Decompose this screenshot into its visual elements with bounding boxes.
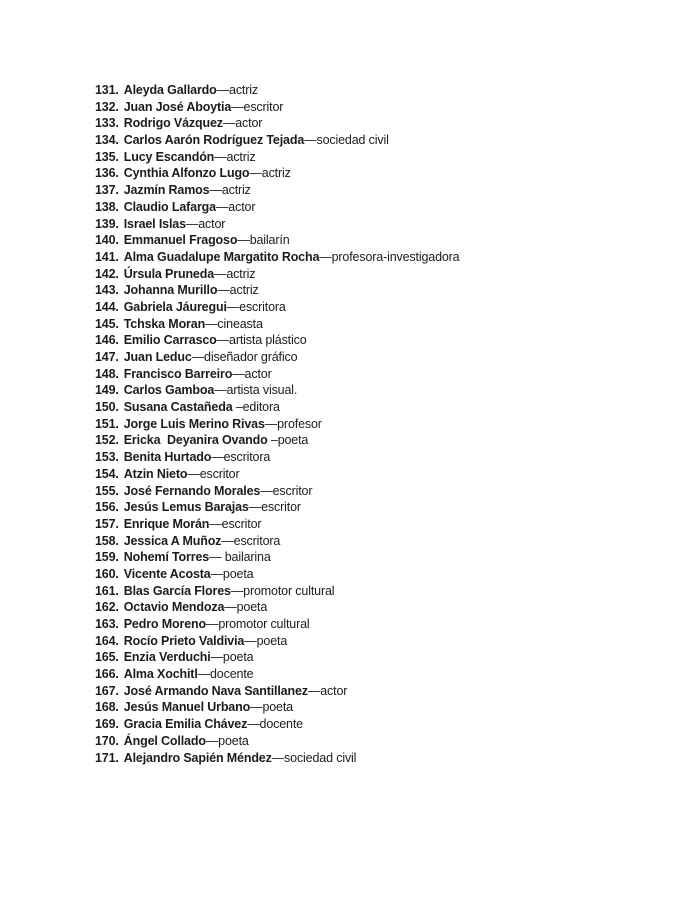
item-role: —actor	[215, 199, 256, 214]
item-number: 167.	[95, 683, 119, 698]
item-number: 169.	[95, 717, 119, 732]
item-name: Carlos Gamboa	[123, 383, 215, 398]
item-role: —actriz	[249, 166, 291, 181]
item-name: Lucy Escandón	[123, 149, 215, 164]
item-role: —profesor	[264, 416, 322, 431]
item-role: —actor	[307, 683, 348, 698]
item-number: 155.	[95, 483, 119, 498]
item-role: —escritora	[226, 299, 286, 314]
item-number: 150.	[95, 400, 119, 415]
list-item	[95, 382, 655, 399]
item-role: — bailarina	[209, 550, 271, 565]
item-number: 136.	[95, 166, 119, 181]
item-name: José Armando Nava Santillanez	[123, 683, 308, 698]
list-item	[95, 549, 655, 566]
item-name: Tchska Moran	[123, 316, 206, 331]
list-item	[95, 165, 655, 182]
list-item	[95, 399, 655, 416]
item-role: —promotor cultural	[230, 583, 335, 598]
item-name: Ericka Deyanira Ovando	[123, 433, 268, 448]
list-item	[95, 232, 655, 249]
item-name: Pedro Moreno	[123, 617, 206, 631]
item-role: —poeta	[224, 600, 268, 615]
item-number: 139.	[95, 216, 119, 231]
item-name: Juan José Aboytia	[123, 99, 232, 114]
item-name: Jessica A Muñoz	[123, 533, 222, 548]
item-name: Jesús Lemus Barajas	[123, 500, 249, 515]
item-role: —sociedad civil	[271, 750, 357, 765]
list-item	[95, 299, 655, 316]
list-item	[95, 733, 655, 750]
item-name: Johanna Murillo	[123, 283, 218, 298]
item-role: –poeta	[267, 433, 309, 448]
item-role: —escritor	[260, 483, 313, 498]
item-name: Alma Guadalupe Margatito Rocha	[123, 249, 320, 264]
item-role: —artista plástico	[216, 333, 307, 348]
item-number: 143.	[95, 283, 119, 298]
list-item	[95, 583, 655, 600]
item-number: 142.	[95, 266, 119, 281]
item-role: —actor	[232, 366, 272, 381]
item-role: —poeta	[205, 733, 249, 748]
item-name: Jorge Luis Merino Rivas	[123, 416, 265, 431]
item-role: –editora	[232, 400, 280, 415]
item-number: 156.	[95, 500, 119, 515]
item-role: —actriz	[216, 83, 258, 97]
list-item	[95, 533, 655, 550]
list-item	[95, 566, 655, 583]
list-item	[95, 432, 655, 449]
item-role: —profesora-investigadora	[319, 249, 460, 264]
list-item	[95, 249, 655, 266]
item-role: —escritora	[211, 450, 271, 465]
item-number: 161.	[95, 583, 119, 598]
list-item	[95, 199, 655, 216]
item-role: —actriz	[217, 283, 259, 298]
item-role: —actor	[185, 216, 226, 231]
item-role: —actriz	[214, 266, 256, 281]
item-number: 151.	[95, 416, 119, 431]
item-number: 168.	[95, 700, 119, 715]
item-name: Susana Castañeda	[123, 400, 233, 415]
list-item	[95, 316, 655, 333]
item-number: 165.	[95, 650, 119, 665]
list-item	[95, 483, 655, 500]
item-number: 134.	[95, 133, 119, 148]
item-number: 160.	[95, 566, 119, 581]
item-name: Emmanuel Fragoso	[123, 233, 238, 248]
item-name: Emilio Carrasco	[123, 333, 217, 348]
item-number: 147.	[95, 350, 119, 364]
item-role: —actriz	[209, 183, 251, 198]
item-name: Carlos Aarón Rodríguez Tejada	[123, 133, 305, 148]
item-role: —artista visual.	[214, 383, 298, 398]
list-item	[95, 516, 655, 533]
list-item	[95, 699, 655, 716]
item-name: José Fernando Morales	[123, 483, 261, 498]
item-name: Francisco Barreiro	[123, 366, 233, 381]
item-number: 144.	[95, 299, 119, 314]
item-role: —escritor	[231, 99, 284, 114]
item-role: —escritor	[187, 466, 240, 481]
item-name: Atzin Nieto	[123, 466, 188, 481]
item-role: —escritora	[221, 533, 281, 548]
item-name: Alma Xochitl	[123, 667, 198, 682]
list-item	[95, 132, 655, 149]
list-item	[95, 616, 655, 633]
item-number: 166.	[95, 667, 119, 682]
item-number: 159.	[95, 550, 119, 565]
name-list	[95, 82, 655, 766]
list-item	[95, 466, 655, 483]
item-name: Gabriela Jáuregui	[123, 299, 227, 314]
item-name: Juan Leduc	[123, 350, 192, 364]
item-number: 149.	[95, 383, 119, 398]
item-number: 171.	[95, 750, 119, 765]
item-name: Nohemí Torres	[123, 550, 210, 565]
item-role: —escritor	[209, 516, 262, 531]
item-name: Enzia Verduchi	[123, 650, 211, 665]
item-role: —actor	[222, 116, 263, 131]
item-name: Israel Islas	[123, 216, 186, 231]
list-item	[95, 115, 655, 132]
list-item	[95, 416, 655, 433]
item-name: Rodrigo Vázquez	[123, 116, 223, 131]
item-number: 162.	[95, 600, 119, 615]
list-item	[95, 82, 655, 99]
list-item	[95, 332, 655, 349]
list-item	[95, 282, 655, 299]
list-item	[95, 266, 655, 283]
item-role: —actriz	[214, 149, 256, 164]
list-item	[95, 366, 655, 383]
item-number: 148.	[95, 366, 119, 381]
item-number: 131.	[95, 83, 119, 97]
item-role: —cineasta	[205, 316, 263, 331]
item-number: 163.	[95, 617, 119, 631]
item-number: 140.	[95, 233, 119, 248]
list-item	[95, 633, 655, 650]
item-number: 133.	[95, 116, 119, 131]
item-role: —bailarín	[237, 233, 290, 248]
item-name: Benita Hurtado	[123, 450, 212, 465]
list-item	[95, 716, 655, 733]
item-number: 146.	[95, 333, 119, 348]
list-item	[95, 349, 655, 366]
list-item	[95, 182, 655, 199]
list-item	[95, 149, 655, 166]
item-name: Claudio Lafarga	[123, 199, 216, 214]
item-role: —promotor cultural	[205, 617, 310, 631]
item-role: —poeta	[210, 566, 254, 581]
list-item	[95, 99, 655, 116]
item-number: 154.	[95, 466, 119, 481]
item-number: 164.	[95, 633, 119, 648]
item-number: 138.	[95, 199, 119, 214]
item-number: 158.	[95, 533, 119, 548]
item-role: —docente	[197, 667, 254, 682]
item-name: Cynthia Alfonzo Lugo	[123, 166, 250, 181]
list-item	[95, 649, 655, 666]
list-item	[95, 666, 655, 683]
item-number: 135.	[95, 149, 119, 164]
item-name: Jesús Manuel Urbano	[123, 700, 251, 715]
item-name: Enrique Morán	[123, 516, 210, 531]
list-item	[95, 499, 655, 516]
item-role: —sociedad civil	[304, 133, 389, 148]
item-name: Aleyda Gallardo	[123, 83, 217, 97]
item-number: 137.	[95, 183, 119, 198]
item-name: Úrsula Pruneda	[123, 266, 215, 281]
item-role: —poeta	[250, 700, 293, 715]
item-role: —escritor	[248, 500, 301, 515]
item-name: Rocío Prieto Valdivia	[123, 633, 245, 648]
item-name: Vicente Acosta	[123, 566, 211, 581]
item-role: —docente	[247, 717, 303, 732]
item-role: —poeta	[210, 650, 254, 665]
item-role: —poeta	[244, 633, 288, 648]
item-name: Ángel Collado	[123, 733, 206, 748]
item-name: Alejandro Sapién Méndez	[123, 750, 272, 765]
item-name: Blas García Flores	[123, 583, 231, 598]
item-number: 152.	[95, 433, 119, 448]
item-name: Octavio Mendoza	[123, 600, 225, 615]
list-item	[95, 683, 655, 700]
list-item	[95, 449, 655, 466]
item-name: Jazmín Ramos	[123, 183, 210, 198]
item-number: 132.	[95, 99, 119, 114]
item-number: 153.	[95, 450, 119, 465]
list-item	[95, 599, 655, 616]
item-name: Gracia Emilia Chávez	[123, 717, 248, 732]
list-item	[95, 750, 655, 767]
item-number: 145.	[95, 316, 119, 331]
item-number: 141.	[95, 249, 119, 264]
list-item	[95, 216, 655, 233]
item-number: 170.	[95, 733, 119, 748]
item-role: —diseñador gráfico	[191, 350, 298, 364]
item-number: 157.	[95, 516, 119, 531]
